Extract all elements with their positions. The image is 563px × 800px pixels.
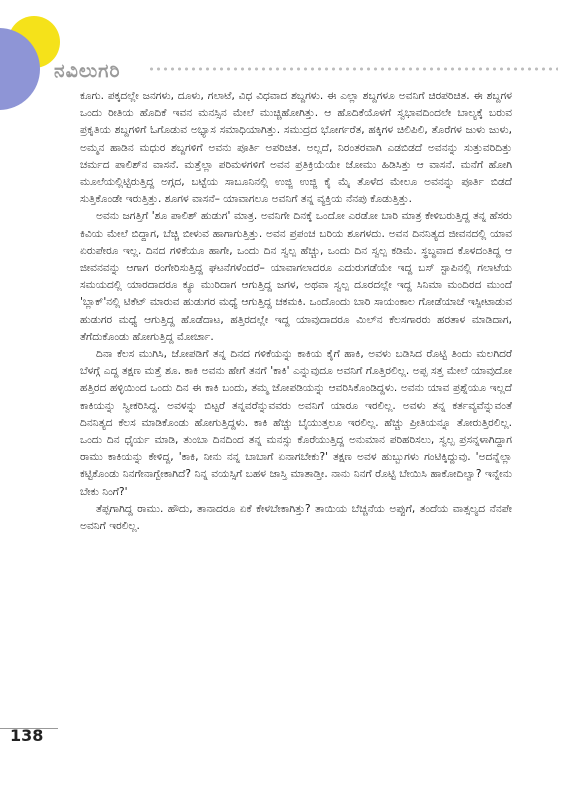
- paragraph-2: ಅವನು ಜಗತ್ತಿಗೆ 'ಶೂ ಪಾಲಿಶ್ ಹುಡುಗ' ಮಾತ್ರ. ಅವನಿಗೇ ದಿನಕ್ಕೆ ಒಂದೋ ಎರಡೋ ಬಾರಿ ಮಾತ್ರ ಕೇಳಿಬರುತ್ತಿದ್ದ ತನ್ನ ಹೆಸರು ಕಿವಿಯ ಮೇಲೆ ಬಿದ್ದಾಗ, ಬೆಚ್ಚಿ ಬೀಳುವ ಹಾಗಾಗುತ್ತಿತ್ತು. ಅವನ ಪ್ರಪಂಚ ಬರಿಯ ಶೂಗಳದು. ಅವನ ದಿನನಿತ್ಯದ ಜೀವನದಲ್ಲಿ ಯಾವ ಏರುಪೇರೂ ಇಲ್ಲ. ದಿನದ ಗಳಿಕೆಯೂ ಹಾಗೇ, ಒಂದು ದಿನ ಸ್ವಲ್ಪ ಹೆಚ್ಚು, ಒಂದು ದಿನ ಸ್ವಲ್ಪ ಕಡಿಮೆ. ಸ್ಥಬ್ಧವಾದ ಕೊಳದಂತಿದ್ದ ಆ ಜೀವನವನ್ನು ಆಗಾಗ ರಂಗೇರಿಸುತ್ತಿದ್ದ ಘಟನೆಗಳೆಂದರೆ– ಯಾವಾಗಲಾದರೂ ಎದುರುಗಡೆಯೇ ಇದ್ದ ಬಸ್ ಸ್ಟಾಪಿನಲ್ಲಿ ಗಲಾಟೆಯ ಸಮಯದಲ್ಲಿ ಯಾರದಾದರೂ ಕ್ಯೂ ಮುರಿದಾಗ ಆಗುತ್ತಿದ್ದ ಜಗಳ, ಅಥವಾ ಸ್ವಲ್ಪ ದೂರದಲ್ಲೇ ಇದ್ದ ಸಿನಿಮಾ ಮಂದಿರದ ಮುಂದೆ 'ಬ್ಲಾಕ್'ನಲ್ಲಿ ಟಿಕೆಟ್ ಮಾರುವ ಹುಡುಗರ ಮಧ್ಯೆ ಆಗುತ್ತಿದ್ದ ಚಕಮಕಿ. ಒಂದೊಂದು ಬಾರಿ ಸಾಯಂಕಾಲ ಗೋಡೆಯಾಚೆ ಇಸ್ಪೀಟಾಡುವ ಹುಡುಗರ ಮಧ್ಯೆ ಆಗುತ್ತಿದ್ದ ಹೊಡೆದಾಟ, ಹತ್ತಿರದಲ್ಲೇ ಇದ್ದ ಯಾವುದಾದರೂ ಮಿಲ್‌ನ ಕೆಲಸಗಾರರು ಹರತಾಳ ಮಾಡಿದಾಗ, ತೆಗೆದುಕೊಂಡು ಹೋಗುತ್ತಿದ್ದ ಮೋರ್ಚಾ.: [80, 210, 512, 343]
- running-header-title: ನವಿಲುಗರಿ: [54, 60, 121, 82]
- paragraph-4: ತೆಪ್ಪಗಾಗಿದ್ದ ರಾಮು. ಹೌದು, ತಾನಾದರೂ ಏಕೆ ಕೇಳಬೇಕಾಗಿತ್ತು? ತಾಯಿಯ ಬೆಚ್ಚನೆಯ ಅಪ್ಪುಗೆ, ತಂದೆಯ ವಾತ್ಸಲ್ಯದ ನೆನಪೇ ಅವನಿಗೆ ಇರಲಿಲ್ಲ.: [80, 502, 512, 533]
- article-body: [80, 88, 512, 535]
- page-number: 138: [10, 726, 44, 745]
- paragraph-3: ದಿನಾ ಕೆಲಸ ಮುಗಿಸಿ, ಜೋಪಡಿಗೆ ತನ್ನ ದಿನದ ಗಳಿಕೆಯನ್ನು ಕಾಕಿಯ ಕೈಗೆ ಹಾಕಿ, ಅವಳು ಬಡಿಸಿದ ರೊಟ್ಟಿ ತಿಂದು ಮಲಗಿದರೆ ಬೆಳಗ್ಗೆ ಎದ್ದ ತಕ್ಷಣ ಮತ್ತೆ ಶೂ. ಕಾಕಿ ಅವನು ಹೇಗೆ ತನಗೆ 'ಕಾಕಿ' ಎನ್ನುವುದೂ ಅವನಿಗೆ ಗೊತ್ತಿರಲಿಲ್ಲ. ಅಪ್ಪ ಸತ್ತ ಮೇಲೆ ಯಾವುದೋ ಹತ್ತಿರದ ಹಳ್ಳಿಯಿಂದ ಒಂದು ದಿನ ಈ ಕಾಕಿ ಬಂದು, ತಮ್ಮ ಜೋಪಡಿಯನ್ನು ಆವರಿಸಿಕೊಂಡಿದ್ದಳು. ಅವನು ಯಾವ ಪ್ರಶ್ನೆಯೂ ಇಲ್ಲದೆ ಕಾಕಿಯನ್ನು ಸ್ವೀಕರಿಸಿದ್ದ. ಅವಳನ್ನು ಬಿಟ್ಟರೆ ತನ್ನವರೆನ್ನುವವರು ಅವನಿಗೆ ಯಾರೂ ಇರಲಿಲ್ಲ. ಅವಳು ತನ್ನ ಕರ್ತವ್ಯವೆನ್ನುವಂತೆ ದಿನನಿತ್ಯದ ಕೆಲಸ ಮಾಡಿಕೊಂಡು ಹೋಗುತ್ತಿದ್ದಳು. ಕಾಕಿ ಹೆಚ್ಚು ಬೈಯುತ್ತಲೂ ಇರಲಿಲ್ಲ. ಹೆಚ್ಚು ಪ್ರೀತಿಯನ್ನೂ ತೋರುತ್ತಿರಲಿಲ್ಲ. ಒಂದು ದಿನ ಧೈರ್ಯ ಮಾಡಿ, ತುಂಬಾ ದಿನದಿಂದ ತನ್ನ ಮನಸ್ಸು ಕೊರೆಯುತ್ತಿದ್ದ ಅನುಮಾನ ಪರಿಹರಿಸಲು, ಸ್ವಲ್ಪ ಪ್ರಸನ್ನಳಾಗಿದ್ದಾಗ ರಾಮು ಕಾಕಿಯನ್ನು ಕೇಳಿದ್ದ, 'ಕಾಕಿ, ನೀನು ನನ್ನ ಬಾಬಾಗೆ ಏನಾಗಬೇಕು?' ತಕ್ಷಣ ಅವಳ ಹುಬ್ಬುಗಳು ಗಂಟಿಕ್ಕಿದ್ದುವು. 'ಅದನ್ನೆಲ್ಲಾ ಕಟ್ಟಿಕೊಂಡು ನಿನಗೇನಾಗ್ಬೇಕಾಗಿದೆ? ನಿನ್ನ ವಯಸ್ಸಿಗೆ ಬಹಳ ಜಾಸ್ತಿ ಮಾತಾಡ್ತೀ. ನಾನು ನಿನಗೆ ರೊಟ್ಟಿ ಬೇಯಿಸಿ ಹಾಕೋದಿಲ್ವಾ? ಇನ್ನೇನು ಬೇಕು ನಿಂಗೆ?': [80, 348, 512, 498]
- paragraph-1: ಕೂಗು. ಪಕ್ಕದಲ್ಲೇ ಜನಗಳು, ದೂಳು, ಗಲಾಟೆ, ವಿಧ ವಿಧವಾದ ಶಬ್ದಗಳು. ಈ ಎಲ್ಲಾ ಶಬ್ದಗಳೂ ಅವನಿಗೆ ಚಿರಪರಿಚಿತ. ಈ ಶಬ್ದಗಳ ಒಂದು ರೀತಿಯ ಹೊದಿಕೆ ಇವನ ಮನಸ್ಸಿನ ಮೇಲೆ ಮುಚ್ಚಿಹೋಗಿತ್ತು. ಆ ಹೊದಿಕೆಯೊಳಗೆ ಸ್ವಭಾವದಿಂದಲೇ ಬಾಲ್ಯಕ್ಕೆ ಬರುವ ಪ್ರಕೃತಿಯ ಶಬ್ದಗಳಿಗೆ ಓಗೊಡುವ ಅಭ್ಯಾಸ ಸಮಾಧಿಯಾಗಿತ್ತು. ಸಮುದ್ರದ ಭೋರ್ಗರೆತ, ಹಕ್ಕಿಗಳ ಚಿಲಿಪಿಲಿ, ತೊರೆಗಳ ಜುಳು ಜುಳು, ಅಮ್ಮನ ಹಾಡಿನ ಮಧುರ ಶಬ್ದಗಳಿಗೆ ಅವನು ಪೂರ್ತಿ ಅಪರಿಚಿತ. ಅಲ್ಲದೆ, ನಿರಂತರವಾಗಿ ಎಡಬಿಡದೆ ಅವನನ್ನು ಸುತ್ತುವರಿದಿತ್ತು ಚರ್ಮದ ಪಾಲಿಶ್‌ನ ವಾಸನೆ. ಮತ್ತೆಲ್ಲಾ ಪರಿಮಳಗಳಿಗೆ ಅವನ ಪ್ರತಿಕ್ರಿಯೆಯೇ ಜೋಮು ಹಿಡಿಸಿತ್ತು ಆ ವಾಸನೆ. ಮನೆಗೆ ಹೋಗಿ ಮೂಲೆಯಲ್ಲಿಟ್ಟಿರುತ್ತಿದ್ದ ಅಗ್ಗದ, ಬಟ್ಟೆಯ ಸಾಬೂನಿನಲ್ಲಿ ಉಜ್ಜಿ ಉಜ್ಜಿ ಕೈ ಮೈ ತೊಳೆದ ಮೇಲೂ ಅವನನ್ನು ಪೂರ್ತಿ ಬಿಡದೆ ಸುತ್ತಿಕೊಂಡೇ ಇರುತ್ತಿತ್ತು. ಶೂಗಳ ವಾಸನೆ– ಯಾವಾಗಲೂ ಅವನಿಗೆ ತನ್ನ ವ್ಯಕ್ತಿಯ ನೆನಪು ಕೊಡುತ್ತಿತ್ತು.: [80, 90, 512, 206]
- header-dotted-rule: [148, 67, 558, 71]
